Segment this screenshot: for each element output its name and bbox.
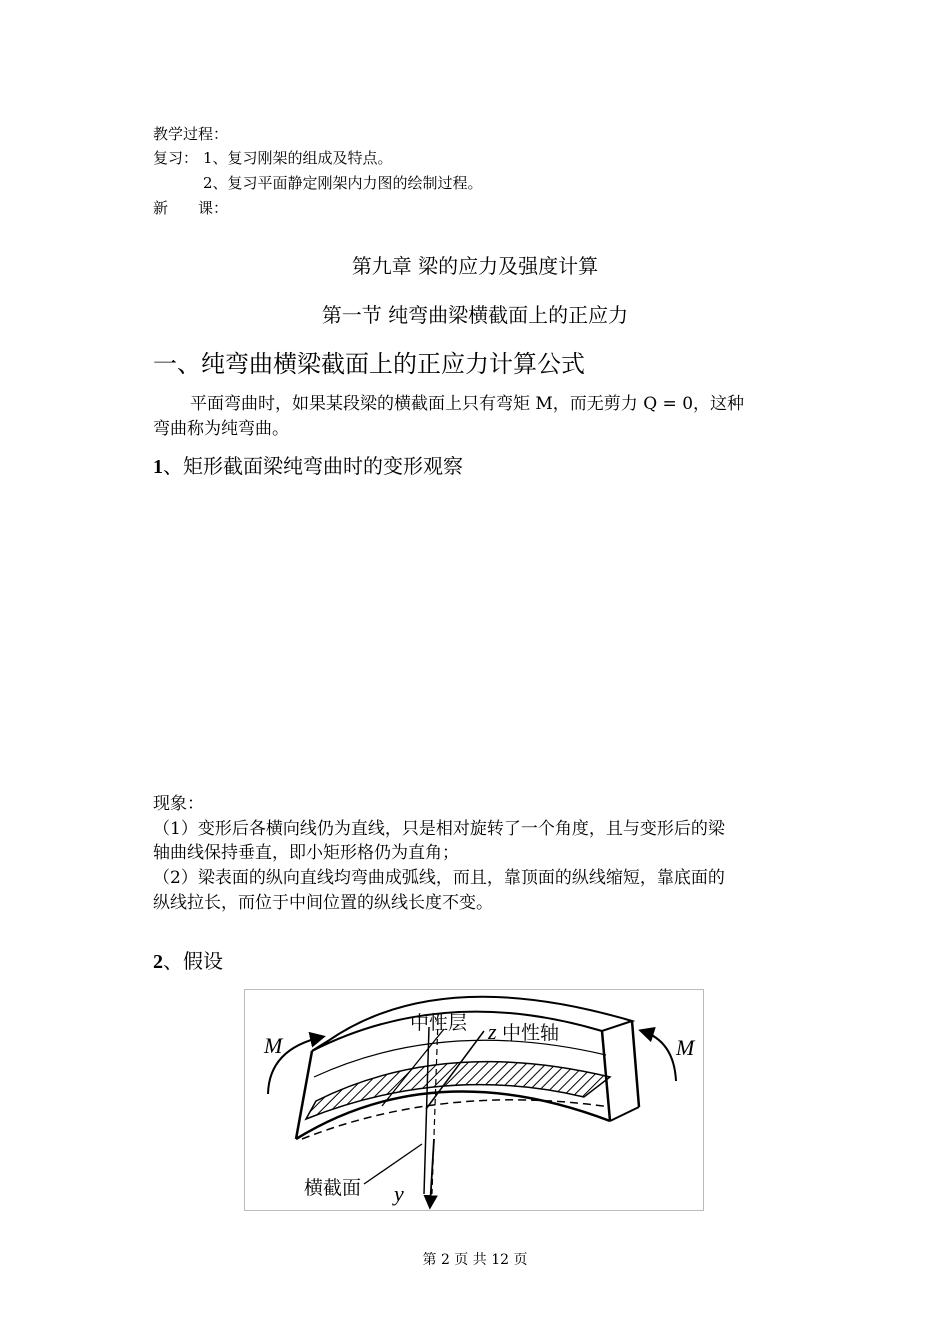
phenomenon-1-line-2: 轴曲线保持垂直，即小矩形格仍为直角；	[153, 843, 459, 863]
phenomenon-1-line-1: （1）变形后各横向线仍为直线，只是相对旋转了一个角度，且与变形后的梁	[153, 819, 725, 839]
right-moment-arrow	[642, 1031, 676, 1081]
cross-section-leader	[364, 1144, 422, 1184]
neutral-layer-label: 中性层	[410, 1012, 468, 1034]
beam-diagram	[244, 989, 704, 1211]
section-title: 第一节 纯弯曲梁横截面上的正应力	[321, 303, 629, 327]
moment-left-label: M	[264, 1033, 283, 1058]
beam-right-end-bottom	[610, 1107, 639, 1121]
subheading-1	[153, 450, 463, 479]
phenomenon-2-line-2: 纵线拉长，而位于中间位置的纵线长度不变。	[153, 893, 493, 913]
chapter-title: 第九章 梁的应力及强度计算	[351, 254, 599, 278]
y-axis-arrow	[430, 1139, 434, 1206]
moment-right-label: M	[676, 1035, 695, 1060]
review-item-1: 1、复习刚架的组成及特点。	[203, 149, 393, 167]
new-lesson-label: 新 课：	[153, 199, 229, 217]
beam-left-end-top	[312, 1041, 328, 1051]
intro-line-2: 弯曲称为纯弯曲。	[153, 419, 289, 439]
process-label: 教学过程：	[153, 125, 229, 143]
subheading-2-text: 、假设	[163, 949, 223, 973]
subheading-2-number: 2	[153, 951, 163, 973]
neutral-axis-label: 中性轴	[502, 1022, 560, 1044]
phenomena-label: 现象：	[153, 794, 204, 814]
page-footer: 第 2 页 共 12 页	[422, 1252, 528, 1268]
cross-section-label: 横截面	[304, 1177, 362, 1199]
intro-line-1: 平面弯曲时，如果某段梁的横截面上只有弯矩 M，而无剪力 Q = 0，这种	[190, 394, 745, 414]
review-label: 复习：	[153, 149, 199, 167]
beam-left-end-front	[296, 1051, 312, 1139]
beam-right-end-back	[632, 1021, 639, 1107]
part1-heading: 一、纯弯曲横梁截面上的正应力计算公式	[153, 350, 585, 378]
subheading-2	[153, 945, 223, 974]
beam-bending-figure	[244, 989, 704, 1211]
phenomenon-2-line-1: （2）梁表面的纵向直线均弯曲成弧线，而且，靠顶面的纵线缩短，靠底面的	[153, 868, 725, 888]
subheading-1-text: 、矩形截面梁纯弯曲时的变形观察	[163, 454, 463, 478]
subheading-1-number: 1	[153, 456, 163, 478]
y-axis-label: y	[394, 1181, 404, 1206]
z-axis-label: z	[488, 1019, 497, 1044]
review-item-2: 2、复习平面静定刚架内力图的绘制过程。	[203, 174, 483, 192]
beam-top-face	[312, 997, 632, 1051]
